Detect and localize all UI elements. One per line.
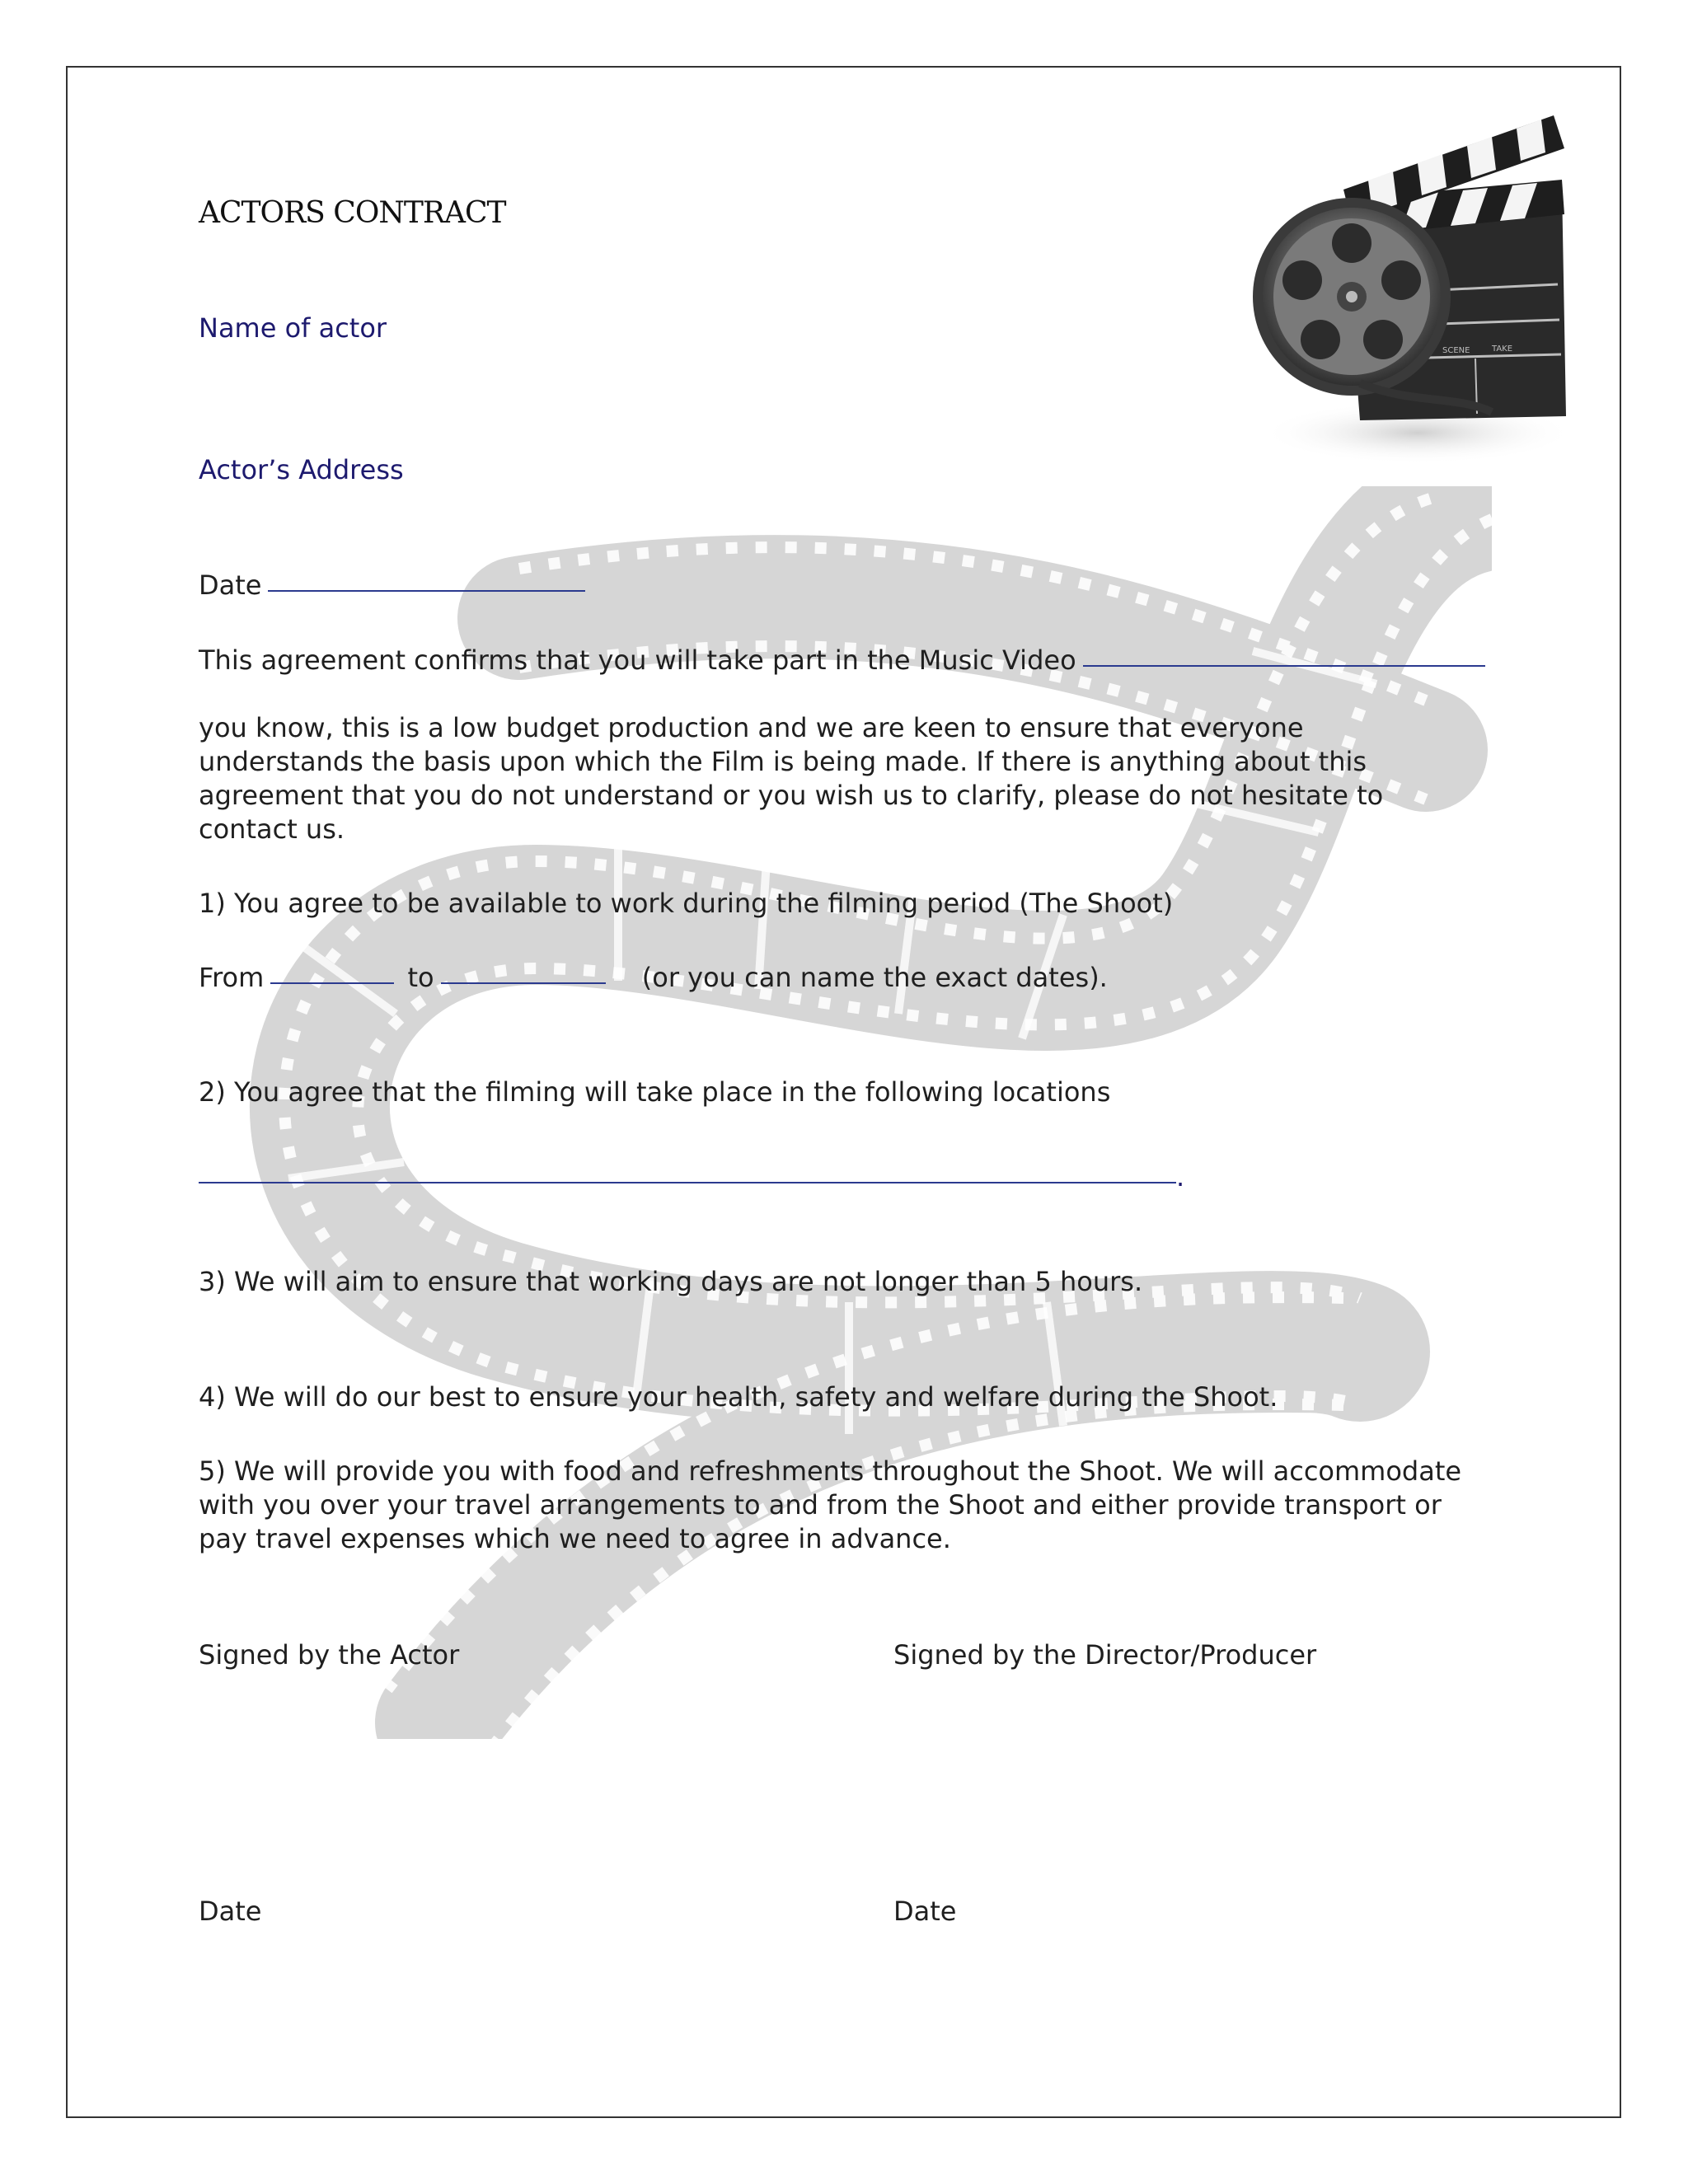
date-blank-field[interactable] (268, 590, 585, 592)
intro-line: understands the basis upon which the Film is being made. If there is anything about this (199, 746, 1367, 777)
from-to-line (199, 961, 1108, 995)
locations-blank-field[interactable] (199, 1182, 1176, 1183)
clapperboard-icon (1245, 107, 1582, 470)
to-blank-field[interactable] (441, 982, 606, 984)
intro-line: agreement that you do not understand or you wish us to clarify, please do not hesitate to (199, 780, 1384, 811)
clause-1: 1) You agree to be available to work during the filming period (The Shoot) (199, 888, 1174, 919)
actor-date-label: Date (199, 1896, 262, 1927)
clapboard-scene-label: SCENE (1442, 346, 1470, 355)
locations-period: . (1176, 1161, 1185, 1193)
to-label: to (407, 962, 434, 993)
signed-by-actor-label: Signed by the Actor (199, 1639, 460, 1671)
date-label: Date (199, 569, 262, 601)
music-video-blank-field[interactable] (1083, 665, 1485, 667)
name-of-actor-label: Name of actor (199, 312, 387, 344)
clause-2: 2) You agree that the filming will take place in the following locations (199, 1076, 1111, 1108)
clause-5 (199, 1455, 1484, 1556)
dates-note: (or you can name the exact dates). (641, 962, 1108, 993)
intro-line: you know, this is a low budget production and we are keen to ensure that everyone (199, 712, 1304, 743)
clause-5-line: pay travel expenses which we need to agree in advance. (199, 1523, 951, 1554)
clapboard-take-label: TAKE (1492, 344, 1513, 354)
director-date-label: Date (893, 1896, 957, 1927)
clause-5-line: with you over your travel arrangements to and from the Shoot and either provide transport or (199, 1489, 1442, 1521)
document-title: ACTORS CONTRACT (199, 196, 506, 230)
clause-3: 3) We will aim to ensure that working days are not longer than 5 hours. (199, 1266, 1143, 1297)
clause-5-line: 5) We will provide you with food and refreshments throughout the Shoot. We will accommodate (199, 1455, 1462, 1487)
actor-address-label: Actor’s Address (199, 454, 404, 485)
intro-paragraph (199, 711, 1484, 846)
locations-line (192, 1160, 1184, 1194)
clause-4: 4) We will do our best to ensure your health, safety and welfare during the Shoot. (199, 1381, 1278, 1413)
from-blank-field[interactable] (270, 982, 394, 984)
agreement-line (199, 644, 1485, 677)
date-line (199, 569, 585, 602)
intro-line: contact us. (199, 813, 345, 845)
agreement-text: This agreement confirms that you will take part in the Music Video (199, 644, 1076, 676)
signed-by-director-label: Signed by the Director/Producer (893, 1639, 1317, 1671)
from-label: From (199, 962, 265, 993)
